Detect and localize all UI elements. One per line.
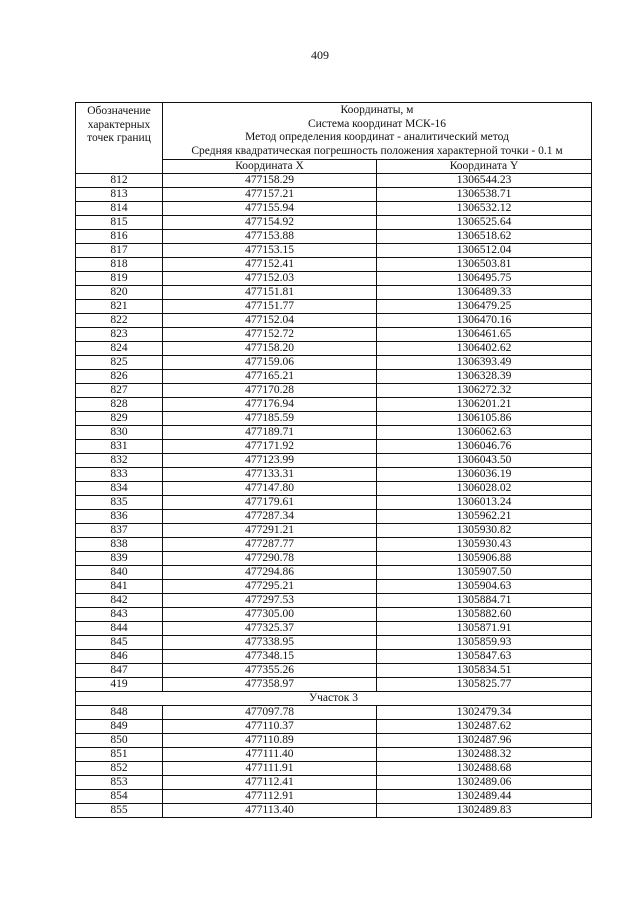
table-row <box>76 608 592 622</box>
header-left-line-1: Обозначение <box>87 105 151 117</box>
table-row <box>76 398 592 412</box>
coordinate-x-cell: 477112.91 <box>163 790 377 804</box>
coordinate-x-cell: 477179.61 <box>163 496 377 510</box>
point-number-cell: 848 <box>76 706 163 720</box>
table-row <box>76 342 592 356</box>
coordinate-y-cell: 1305871.91 <box>377 622 592 636</box>
coordinate-y-cell: 1302489.83 <box>377 804 592 818</box>
coordinate-x-cell: 477133.31 <box>163 468 377 482</box>
coordinate-y-cell: 1306544.23 <box>377 174 592 188</box>
point-number-cell: 847 <box>76 664 163 678</box>
header-left-line-3: точек границ <box>87 132 151 144</box>
header-main-line-3: Метод определения координат - аналитический метод <box>245 131 509 143</box>
coordinate-x-cell: 477123.99 <box>163 454 377 468</box>
coordinate-y-cell: 1306461.65 <box>377 328 592 342</box>
coordinate-y-cell: 1302488.32 <box>377 748 592 762</box>
header-main-line-2: Система координат МСК-16 <box>307 117 447 130</box>
coordinate-x-cell: 477348.15 <box>163 650 377 664</box>
coordinate-y-cell: 1305834.51 <box>377 664 592 678</box>
point-number-cell: 842 <box>76 594 163 608</box>
coordinate-x-cell: 477159.06 <box>163 356 377 370</box>
point-number-cell: 815 <box>76 216 163 230</box>
point-number-cell: 845 <box>76 636 163 650</box>
page-number: 409 <box>311 48 329 62</box>
coordinate-y-cell: 1306028.02 <box>377 482 592 496</box>
point-number-cell: 852 <box>76 762 163 776</box>
coordinate-x-cell: 477153.88 <box>163 230 377 244</box>
point-number-cell: 419 <box>76 678 163 692</box>
coordinate-y-cell: 1305904.63 <box>377 580 592 594</box>
table-row <box>76 678 592 692</box>
coordinate-x-cell: 477157.21 <box>163 188 377 202</box>
point-designation-header <box>76 103 163 174</box>
coordinate-x-cell: 477185.59 <box>163 412 377 426</box>
point-number-cell: 831 <box>76 440 163 454</box>
coordinate-x-cell: 477189.71 <box>163 426 377 440</box>
coordinate-y-cell: 1306013.24 <box>377 496 592 510</box>
point-number-cell: 855 <box>76 804 163 818</box>
table-row <box>76 286 592 300</box>
table-row <box>76 454 592 468</box>
point-number-cell: 844 <box>76 622 163 636</box>
table-row <box>76 384 592 398</box>
coordinate-x-cell: 477152.03 <box>163 272 377 286</box>
coordinate-y-cell: 1302489.06 <box>377 776 592 790</box>
coordinate-x-cell: 477153.15 <box>163 244 377 258</box>
point-number-cell: 839 <box>76 552 163 566</box>
point-number-cell: 827 <box>76 384 163 398</box>
coordinate-y-cell: 1306532.12 <box>377 202 592 216</box>
coordinate-x-cell: 477297.53 <box>163 594 377 608</box>
point-number-cell: 846 <box>76 650 163 664</box>
coordinate-y-cell: 1305930.82 <box>377 524 592 538</box>
table-row <box>76 272 592 286</box>
coordinate-y-cell: 1302488.68 <box>377 762 592 776</box>
point-number-cell: 825 <box>76 356 163 370</box>
point-number-cell: 820 <box>76 286 163 300</box>
coordinate-x-cell: 477097.78 <box>163 706 377 720</box>
table-row <box>76 734 592 748</box>
coordinate-y-cell: 1305930.43 <box>377 538 592 552</box>
table-row <box>76 650 592 664</box>
coordinate-x-cell: 477165.21 <box>163 370 377 384</box>
coordinate-x-cell: 477358.97 <box>163 678 377 692</box>
point-number-cell: 824 <box>76 342 163 356</box>
point-number-cell: 814 <box>76 202 163 216</box>
point-number-cell: 823 <box>76 328 163 342</box>
coordinate-x-cell: 477325.37 <box>163 622 377 636</box>
table-row <box>76 356 592 370</box>
table-row <box>76 202 592 216</box>
coordinate-x-cell: 477155.94 <box>163 202 377 216</box>
table-row <box>76 776 592 790</box>
coordinate-x-cell: 477152.72 <box>163 328 377 342</box>
coordinate-x-cell: 477111.40 <box>163 748 377 762</box>
table-row <box>76 720 592 734</box>
coordinate-x-header: Координата X <box>163 160 377 174</box>
coordinate-x-cell: 477170.28 <box>163 384 377 398</box>
coordinate-x-cell: 477154.92 <box>163 216 377 230</box>
table-body-section-3 <box>76 706 592 818</box>
coordinate-x-cell: 477158.29 <box>163 174 377 188</box>
coordinate-x-cell: 477291.21 <box>163 524 377 538</box>
table-row <box>76 664 592 678</box>
table-row <box>76 440 592 454</box>
table-row <box>76 482 592 496</box>
coordinate-x-cell: 477295.21 <box>163 580 377 594</box>
coordinate-y-cell: 1306479.25 <box>377 300 592 314</box>
coordinate-y-cell: 1306503.81 <box>377 258 592 272</box>
coordinate-x-cell: 477111.91 <box>163 762 377 776</box>
table-row <box>76 566 592 580</box>
table-row <box>76 636 592 650</box>
coordinate-y-cell: 1305907.50 <box>377 566 592 580</box>
table-row <box>76 468 592 482</box>
point-number-cell: 826 <box>76 370 163 384</box>
coordinate-x-cell: 477171.92 <box>163 440 377 454</box>
coordinate-y-header: Координата Y <box>377 160 592 174</box>
coordinates-table <box>75 102 592 818</box>
table-row <box>76 300 592 314</box>
coordinate-y-cell: 1302487.62 <box>377 720 592 734</box>
coordinate-y-cell: 1305884.71 <box>377 594 592 608</box>
coordinate-y-cell: 1306036.19 <box>377 468 592 482</box>
coordinate-y-cell: 1306328.39 <box>377 370 592 384</box>
point-number-cell: 854 <box>76 790 163 804</box>
coordinate-x-cell: 477338.95 <box>163 636 377 650</box>
coordinate-x-cell: 477294.86 <box>163 566 377 580</box>
point-number-cell: 849 <box>76 720 163 734</box>
table-header <box>76 103 592 174</box>
point-number-cell: 835 <box>76 496 163 510</box>
coordinate-y-cell: 1306512.04 <box>377 244 592 258</box>
coordinate-x-cell: 477151.77 <box>163 300 377 314</box>
table-row <box>76 762 592 776</box>
table-row <box>76 496 592 510</box>
point-number-cell: 836 <box>76 510 163 524</box>
coordinate-y-cell: 1305962.21 <box>377 510 592 524</box>
table-row <box>76 594 592 608</box>
point-number-cell: 843 <box>76 608 163 622</box>
coordinate-x-cell: 477113.40 <box>163 804 377 818</box>
table-row <box>76 412 592 426</box>
table-row <box>76 622 592 636</box>
coordinate-y-cell: 1305847.63 <box>377 650 592 664</box>
table-row <box>76 426 592 440</box>
coordinate-y-cell: 1306470.16 <box>377 314 592 328</box>
coordinate-y-cell: 1305859.93 <box>377 636 592 650</box>
point-number-cell: 841 <box>76 580 163 594</box>
point-number-cell: 817 <box>76 244 163 258</box>
table-body-main <box>76 174 592 692</box>
coordinate-x-cell: 477305.00 <box>163 608 377 622</box>
table-row <box>76 748 592 762</box>
coordinate-x-cell: 477176.94 <box>163 398 377 412</box>
coordinate-y-cell: 1306043.50 <box>377 454 592 468</box>
table-row <box>76 524 592 538</box>
point-number-cell: 833 <box>76 468 163 482</box>
coordinate-y-cell: 1306402.62 <box>377 342 592 356</box>
coordinate-y-cell: 1306046.76 <box>377 440 592 454</box>
point-number-cell: 838 <box>76 538 163 552</box>
coordinate-y-cell: 1306105.86 <box>377 412 592 426</box>
coordinate-y-cell: 1306525.64 <box>377 216 592 230</box>
table-row <box>76 328 592 342</box>
coordinate-y-cell: 1306062.63 <box>377 426 592 440</box>
table-row <box>76 804 592 818</box>
coordinate-y-cell: 1305906.88 <box>377 552 592 566</box>
point-number-cell: 812 <box>76 174 163 188</box>
point-number-cell: 850 <box>76 734 163 748</box>
coordinate-y-cell: 1305825.77 <box>377 678 592 692</box>
point-number-cell: 828 <box>76 398 163 412</box>
table-row <box>76 538 592 552</box>
point-number-cell: 853 <box>76 776 163 790</box>
coordinate-x-cell: 477151.81 <box>163 286 377 300</box>
point-number-cell: 837 <box>76 524 163 538</box>
coordinate-x-cell: 477290.78 <box>163 552 377 566</box>
section-label: Участок 3 <box>76 692 592 706</box>
coordinate-y-cell: 1302479.34 <box>377 706 592 720</box>
coordinate-x-cell: 477147.80 <box>163 482 377 496</box>
point-number-cell: 829 <box>76 412 163 426</box>
point-number-cell: 851 <box>76 748 163 762</box>
coordinate-y-cell: 1306538.71 <box>377 188 592 202</box>
coordinate-y-cell: 1306201.21 <box>377 398 592 412</box>
coordinate-y-cell: 1306393.49 <box>377 356 592 370</box>
table-row <box>76 188 592 202</box>
coordinate-x-cell: 477287.34 <box>163 510 377 524</box>
coordinate-x-cell: 477158.20 <box>163 342 377 356</box>
point-number-cell: 818 <box>76 258 163 272</box>
coordinate-y-cell: 1302489.44 <box>377 790 592 804</box>
table-row <box>76 230 592 244</box>
header-main-line-4: Средняя квадратическая погрешность положения характерной точки - 0.1 м <box>191 144 563 157</box>
header-left-line-2: характерных <box>87 118 151 131</box>
table-row <box>76 552 592 566</box>
coordinate-y-cell: 1306489.33 <box>377 286 592 300</box>
point-number-cell: 822 <box>76 314 163 328</box>
coordinate-x-cell: 477152.41 <box>163 258 377 272</box>
header-main-line-1: Координаты, м <box>340 104 414 116</box>
coordinate-x-cell: 477110.89 <box>163 734 377 748</box>
point-number-cell: 821 <box>76 300 163 314</box>
coordinate-x-cell: 477287.77 <box>163 538 377 552</box>
table-row <box>76 174 592 188</box>
table-row <box>76 580 592 594</box>
point-number-cell: 834 <box>76 482 163 496</box>
point-number-cell: 813 <box>76 188 163 202</box>
coordinate-x-cell: 477112.41 <box>163 776 377 790</box>
coordinates-header <box>163 103 592 160</box>
point-number-cell: 840 <box>76 566 163 580</box>
point-number-cell: 830 <box>76 426 163 440</box>
table-row <box>76 790 592 804</box>
coordinate-y-cell: 1306518.62 <box>377 230 592 244</box>
coordinate-y-cell: 1305882.60 <box>377 608 592 622</box>
table-row <box>76 314 592 328</box>
coordinate-y-cell: 1306495.75 <box>377 272 592 286</box>
table-row <box>76 510 592 524</box>
coordinate-y-cell: 1306272.32 <box>377 384 592 398</box>
table-row <box>76 370 592 384</box>
point-number-cell: 832 <box>76 454 163 468</box>
coordinate-x-cell: 477355.26 <box>163 664 377 678</box>
table-row <box>76 706 592 720</box>
point-number-cell: 819 <box>76 272 163 286</box>
coordinate-x-cell: 477152.04 <box>163 314 377 328</box>
coordinate-x-cell: 477110.37 <box>163 720 377 734</box>
coordinate-y-cell: 1302487.96 <box>377 734 592 748</box>
point-number-cell: 816 <box>76 230 163 244</box>
section-divider <box>76 692 592 706</box>
table-row <box>76 216 592 230</box>
table-row <box>76 258 592 272</box>
table-row <box>76 244 592 258</box>
